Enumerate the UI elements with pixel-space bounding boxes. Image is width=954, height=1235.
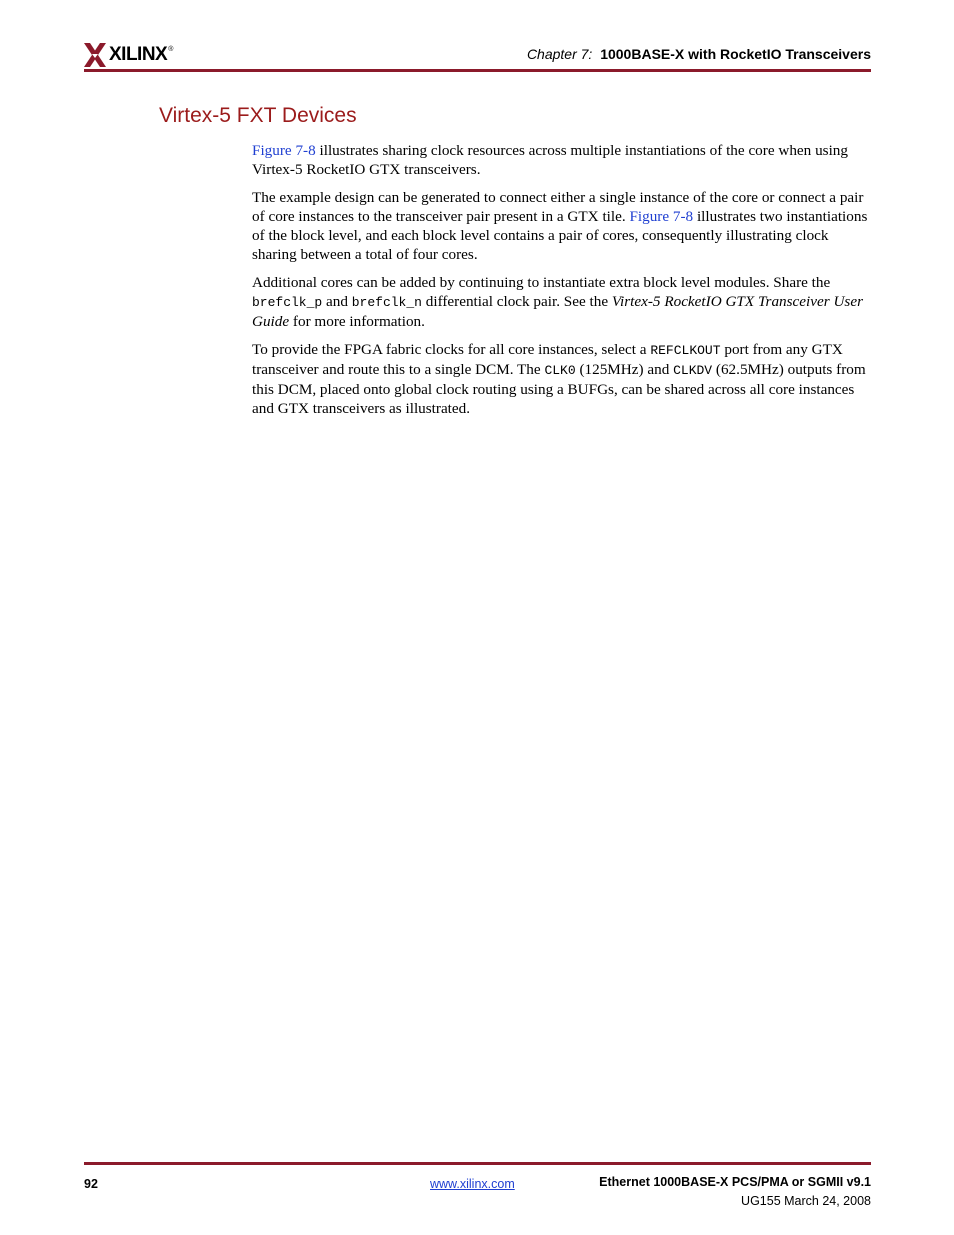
chapter-title: 1000BASE-X with RocketIO Transceivers — [600, 46, 871, 62]
header-divider — [84, 69, 871, 72]
chapter-label: Chapter 7: — [526, 46, 593, 62]
code-brefclk-p: brefclk_p — [252, 295, 323, 310]
paragraph-text: port from any GTX transceiver and route this to a single DCM. The — [252, 341, 843, 378]
logo-wordmark: XILINX — [109, 44, 168, 65]
code-brefclk-n: brefclk_n — [351, 295, 422, 310]
registered-mark: ® — [168, 45, 174, 53]
section-title: Virtex-5 FXT Devices — [159, 104, 357, 127]
document-title: Ethernet 1000BASE-X PCS/PMA or SGMII v9.1 — [599, 1175, 871, 1189]
paragraph-1 — [252, 141, 870, 179]
document-id-date: UG155 March 24, 2008 — [741, 1194, 871, 1208]
website-link[interactable]: www.xilinx.com — [430, 1177, 515, 1191]
code-refclkout: REFCLKOUT — [650, 343, 721, 358]
page-header — [84, 38, 871, 72]
xilinx-logo — [84, 40, 173, 70]
code-clk0: CLK0 — [544, 363, 576, 378]
paragraph-text: differential clock pair. See the — [421, 293, 612, 310]
paragraph-text: and — [322, 293, 352, 310]
page-number: 92 — [84, 1177, 98, 1191]
figure-7-8-link[interactable]: Figure 7-8 — [252, 142, 316, 159]
paragraph-3 — [252, 273, 870, 331]
guide-reference: Virtex-5 RocketIO GTX Transceiver User Guide — [252, 293, 863, 330]
paragraph-text: for more information. — [289, 313, 425, 330]
chapter-heading — [527, 46, 871, 62]
paragraph-text: illustrates two instantiations of the block level, and each block level contains a pair of cores, consequently illustrating clock sharing between a total of four cores. — [252, 208, 868, 263]
paragraph-text: The example design can be generated to connect either a single instance of the core or connect a pair of core instances to the transceiver pair present in a GTX tile. — [252, 189, 864, 225]
figure-7-8-link[interactable]: Figure 7-8 — [629, 208, 694, 225]
paragraph-text: (62.5MHz) outputs from this DCM, placed onto global clock routing using a BUFGs, can be shared across all core instances and GTX transceivers as illustrated. — [252, 361, 866, 417]
paragraph-4 — [252, 340, 870, 418]
footer-divider — [84, 1162, 871, 1165]
xilinx-x-mark-icon — [84, 43, 106, 67]
code-clkdv: CLKDV — [673, 363, 713, 378]
body-text — [252, 141, 870, 427]
paragraph-text: (125MHz) and — [575, 361, 674, 378]
paragraph-text: Additional cores can be added by continuing to instantiate extra block level modules. Share the — [252, 274, 831, 291]
paragraph-text: To provide the FPGA fabric clocks for all core instances, select a — [252, 341, 651, 358]
paragraph-text: illustrates sharing clock resources across multiple instantiations of the core when using Virtex-5 RocketIO GTX transceivers. — [252, 142, 848, 178]
paragraph-2 — [252, 188, 870, 264]
